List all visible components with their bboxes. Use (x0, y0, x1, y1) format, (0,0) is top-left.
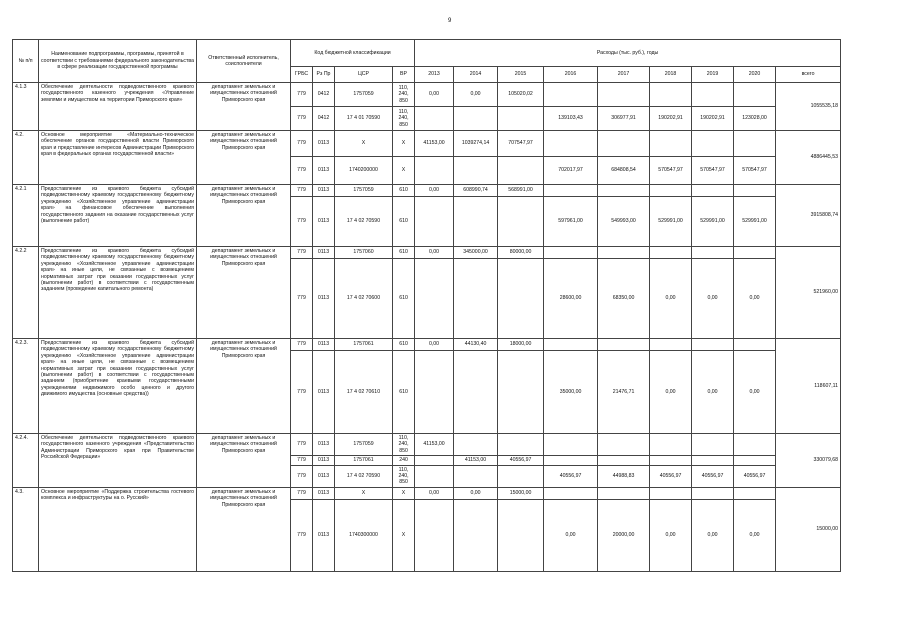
page-number: 9 (448, 18, 452, 24)
cell-csr: 1757059 (335, 434, 393, 456)
cell-2018: 0,00 (650, 351, 692, 434)
cell-2016 (544, 487, 598, 499)
cell-2016: 40556,97 (544, 465, 598, 487)
row-executor: департамент земельных и имущественных отношений Приморского края (197, 487, 291, 571)
cell-rzpr: 0113 (313, 499, 335, 571)
cell-2018 (650, 185, 692, 197)
cell-2018: 190202,91 (650, 107, 692, 131)
cell-2013 (415, 259, 454, 339)
cell-2014: 0,00 (454, 83, 498, 107)
cell-2013: 0,00 (415, 487, 454, 499)
cell-vr: X (393, 131, 415, 157)
header-budget-codes: Код бюджетной классификации (291, 40, 415, 67)
cell-2019: 0,00 (692, 259, 734, 339)
cell-2020 (734, 487, 776, 499)
header-vr: ВР (393, 67, 415, 83)
cell-2014: 608990,74 (454, 185, 498, 197)
cell-2015: 40556,97 (498, 456, 544, 465)
cell-rzpr: 0113 (313, 465, 335, 487)
cell-grbs: 779 (291, 247, 313, 259)
cell-2014 (454, 351, 498, 434)
cell-2017 (598, 339, 650, 351)
cell-2019: 570547,97 (692, 157, 734, 185)
cell-2013 (415, 465, 454, 487)
table-row (13, 247, 841, 259)
cell-2020 (734, 339, 776, 351)
cell-2016 (544, 456, 598, 465)
cell-2015 (498, 434, 544, 456)
cell-2019 (692, 339, 734, 351)
cell-2018 (650, 456, 692, 465)
cell-vr: 110, 240, 850 (393, 107, 415, 131)
cell-2018: 0,00 (650, 259, 692, 339)
cell-2018 (650, 434, 692, 456)
cell-2020: 0,00 (734, 259, 776, 339)
row-name: Обеспечение деятельности подведомственного краевого государственного казенного учреждения «Управление землями и имуществом на территории Приморского края» (39, 83, 197, 131)
cell-2019 (692, 131, 734, 157)
cell-2018: 40556,97 (650, 465, 692, 487)
row-name: Обеспечение деятельности подведомственного краевого государственного казенного учреждения «Представительство Администрации Приморского края при Правительстве Российской Федерации» (39, 434, 197, 488)
table-row (13, 131, 841, 157)
row-number: 4.2.4. (13, 434, 39, 488)
cell-2016: 35000,00 (544, 351, 598, 434)
cell-2013 (415, 197, 454, 247)
cell-2018: 529991,00 (650, 197, 692, 247)
cell-rzpr: 0113 (313, 131, 335, 157)
cell-2016: 702017,97 (544, 157, 598, 185)
cell-2016 (544, 131, 598, 157)
header-name: Наименование подпрограммы, программы, принятой в соответствии с требованиями федерального законодательства в сфере реализации государственной программы (39, 40, 197, 83)
header-num: № п/п (13, 40, 39, 83)
cell-vr: 610 (393, 197, 415, 247)
cell-2015: 80000,00 (498, 247, 544, 259)
row-number: 4.3. (13, 487, 39, 571)
table-row (13, 339, 841, 351)
cell-csr: 17 4 02 70590 (335, 465, 393, 487)
cell-rzpr: 0113 (313, 456, 335, 465)
cell-2018 (650, 247, 692, 259)
cell-2019 (692, 456, 734, 465)
cell-csr: 17 4 02 70590 (335, 197, 393, 247)
cell-csr: 1757061 (335, 339, 393, 351)
cell-2013: 41153,00 (415, 434, 454, 456)
cell-2014: 44130,40 (454, 339, 498, 351)
row-name: Предоставление из краевого бюджета субсидий подведомственному краевому государственному бюджетному учреждению «Хозяйственное управление администрации края» на иные цели, не связанные с возмещением нормативных затрат при оказании государственных услуг (выполнении работ) в соответствии с государственным заданием (приобретение краевыми государственными учреждениями недвижимого особо ценного и другого движимого имущества (основные средства)) (39, 339, 197, 434)
cell-vr: 610 (393, 351, 415, 434)
cell-grbs: 779 (291, 465, 313, 487)
cell-grbs: 779 (291, 259, 313, 339)
cell-2013 (415, 157, 454, 185)
cell-2020 (734, 131, 776, 157)
cell-rzpr: 0412 (313, 107, 335, 131)
row-total: 521960,00 (776, 247, 841, 339)
row-executor: департамент земельных и имущественных отношений Приморского края (197, 185, 291, 247)
cell-grbs: 779 (291, 351, 313, 434)
cell-2014 (454, 107, 498, 131)
cell-2015 (498, 157, 544, 185)
cell-rzpr: 0113 (313, 197, 335, 247)
cell-2019: 40556,97 (692, 465, 734, 487)
cell-2016: 139103,43 (544, 107, 598, 131)
cell-2017: 20000,00 (598, 499, 650, 571)
cell-2013 (415, 499, 454, 571)
header-grbs: ГРБС (291, 67, 313, 83)
cell-csr: 1757059 (335, 83, 393, 107)
header-csr: ЦСР (335, 67, 393, 83)
cell-2020 (734, 456, 776, 465)
cell-rzpr: 0113 (313, 185, 335, 197)
cell-2016: 28600,00 (544, 259, 598, 339)
cell-2020 (734, 185, 776, 197)
row-executor: департамент земельных и имущественных отношений Приморского края (197, 434, 291, 488)
cell-csr: X (335, 487, 393, 499)
cell-2019 (692, 487, 734, 499)
cell-2016 (544, 434, 598, 456)
cell-2016: 597961,00 (544, 197, 598, 247)
cell-2019 (692, 247, 734, 259)
cell-2020: 570547,97 (734, 157, 776, 185)
cell-vr: 610 (393, 259, 415, 339)
cell-rzpr: 0113 (313, 351, 335, 434)
header-executor: Ответственный исполнитель, соисполнители (197, 40, 291, 83)
cell-2019: 190202,91 (692, 107, 734, 131)
cell-2014: 1039274,14 (454, 131, 498, 157)
row-number: 4.2.1 (13, 185, 39, 247)
cell-2017 (598, 83, 650, 107)
cell-rzpr: 0113 (313, 434, 335, 456)
cell-2014 (454, 157, 498, 185)
cell-grbs: 779 (291, 434, 313, 456)
cell-csr: 17 4 01 70590 (335, 107, 393, 131)
cell-rzpr: 0412 (313, 83, 335, 107)
cell-2018 (650, 131, 692, 157)
row-total: 330079,68 (776, 434, 841, 488)
cell-2013: 0,00 (415, 83, 454, 107)
cell-rzpr: 0113 (313, 259, 335, 339)
cell-2014: 41153,00 (454, 456, 498, 465)
cell-2017 (598, 434, 650, 456)
cell-vr: 110, 240, 850 (393, 83, 415, 107)
row-name: Основное мероприятие «Поддержка строительства гостевого комплекса и инфраструктуры на о. Русский» (39, 487, 197, 571)
row-name: Предоставление из краевого бюджета субсидий подведомственному краевому государственному бюджетному учреждению «Хозяйственное управление администрации края» на иные цели, не связанные с возмещением нормативных затрат при оказании государственных услуг (выполнении работ) в соответствии с государственным заданием (проведение капитального ремонта) (39, 247, 197, 339)
cell-grbs: 779 (291, 499, 313, 571)
cell-2019 (692, 434, 734, 456)
cell-2016 (544, 339, 598, 351)
cell-2019: 0,00 (692, 351, 734, 434)
table-row (13, 83, 841, 107)
cell-2014: 345000,00 (454, 247, 498, 259)
cell-grbs: 779 (291, 339, 313, 351)
cell-2016: 0,00 (544, 499, 598, 571)
cell-2014 (454, 499, 498, 571)
cell-rzpr: 0113 (313, 339, 335, 351)
row-total: 3915808,74 (776, 185, 841, 247)
table-row (13, 185, 841, 197)
cell-vr: 610 (393, 339, 415, 351)
row-name: Предоставление из краевого бюджета субсидий подведомственному краевому государственному бюджетному учреждению «Хозяйственное управление администрации края» на финансовое обеспечение выполнения государственного задания на оказание государственных услуг (выполнение работ) (39, 185, 197, 247)
cell-2014: 0,00 (454, 487, 498, 499)
cell-vr: 240 (393, 456, 415, 465)
cell-2017: 684808,54 (598, 157, 650, 185)
row-name: Основное мероприятие «Материально-техническое обеспечение органов государственной власти Приморского края и представление интересов Администрации Приморского края в федеральных органах государственной власти» (39, 131, 197, 185)
cell-grbs: 779 (291, 456, 313, 465)
cell-vr: X (393, 487, 415, 499)
cell-2013: 0,00 (415, 185, 454, 197)
cell-2015: 105020,02 (498, 83, 544, 107)
cell-2017: 44988,83 (598, 465, 650, 487)
cell-2020: 123028,00 (734, 107, 776, 131)
cell-csr: 17 4 02 70600 (335, 259, 393, 339)
cell-vr: X (393, 499, 415, 571)
cell-csr: 1740200000 (335, 157, 393, 185)
cell-rzpr: 0113 (313, 157, 335, 185)
cell-2017: 549993,00 (598, 197, 650, 247)
cell-2013: 0,00 (415, 247, 454, 259)
header-expenses: Расходы (тыс. руб.), годы (415, 40, 841, 67)
cell-2017 (598, 185, 650, 197)
table-row (13, 434, 841, 456)
cell-csr: X (335, 131, 393, 157)
cell-2019: 529991,00 (692, 197, 734, 247)
cell-2015 (498, 259, 544, 339)
cell-vr: 110, 240, 850 (393, 465, 415, 487)
header-2013: 2013 (415, 67, 454, 83)
cell-2015: 15000,00 (498, 487, 544, 499)
cell-2014 (454, 197, 498, 247)
header-2019: 2019 (692, 67, 734, 83)
cell-2020 (734, 434, 776, 456)
cell-2019 (692, 83, 734, 107)
cell-vr: 610 (393, 247, 415, 259)
cell-2017: 306977,91 (598, 107, 650, 131)
cell-grbs: 779 (291, 487, 313, 499)
cell-2013: 0,00 (415, 339, 454, 351)
cell-2017 (598, 247, 650, 259)
header-rzpr: Рз Пр (313, 67, 335, 83)
cell-vr: X (393, 157, 415, 185)
cell-2015: 707547,97 (498, 131, 544, 157)
row-number: 4.2.2 (13, 247, 39, 339)
cell-2014 (454, 465, 498, 487)
cell-grbs: 779 (291, 157, 313, 185)
cell-2018 (650, 339, 692, 351)
cell-rzpr: 0113 (313, 247, 335, 259)
cell-2014 (454, 434, 498, 456)
cell-grbs: 779 (291, 131, 313, 157)
header-2016: 2016 (544, 67, 598, 83)
row-executor: департамент земельных и имущественных отношений Приморского края (197, 131, 291, 185)
row-total: 1055535,18 (776, 83, 841, 131)
row-executor: департамент земельных и имущественных отношений Приморского края (197, 83, 291, 131)
cell-2017: 21476,71 (598, 351, 650, 434)
cell-2018 (650, 487, 692, 499)
cell-2018: 0,00 (650, 499, 692, 571)
header-2014: 2014 (454, 67, 498, 83)
cell-2018 (650, 83, 692, 107)
row-number: 4.2.3. (13, 339, 39, 434)
row-number: 4.2. (13, 131, 39, 185)
header-2017: 2017 (598, 67, 650, 83)
table-row (13, 487, 841, 499)
cell-2020: 529991,00 (734, 197, 776, 247)
header-2020: 2020 (734, 67, 776, 83)
row-total: 15000,00 (776, 487, 841, 571)
budget-table (12, 39, 841, 572)
cell-2019 (692, 185, 734, 197)
cell-2020 (734, 247, 776, 259)
row-total: 118607,11 (776, 339, 841, 434)
cell-2013 (415, 107, 454, 131)
header-2018: 2018 (650, 67, 692, 83)
cell-2018: 570547,97 (650, 157, 692, 185)
header-total: всего (776, 67, 841, 83)
cell-2015 (498, 107, 544, 131)
cell-2013: 41153,00 (415, 131, 454, 157)
cell-vr: 110, 240, 850 (393, 434, 415, 456)
cell-2017 (598, 131, 650, 157)
cell-csr: 17 4 02 70610 (335, 351, 393, 434)
cell-2015 (498, 197, 544, 247)
cell-grbs: 779 (291, 197, 313, 247)
cell-2015: 18000,00 (498, 339, 544, 351)
cell-grbs: 779 (291, 83, 313, 107)
cell-grbs: 779 (291, 185, 313, 197)
cell-2014 (454, 259, 498, 339)
cell-csr: 1757059 (335, 185, 393, 197)
cell-2017 (598, 487, 650, 499)
cell-2015 (498, 465, 544, 487)
cell-2020: 0,00 (734, 499, 776, 571)
cell-2013 (415, 351, 454, 434)
cell-2020: 0,00 (734, 351, 776, 434)
cell-csr: 1757061 (335, 456, 393, 465)
row-number: 4.1.3 (13, 83, 39, 131)
row-total: 4886445,53 (776, 131, 841, 185)
cell-2015: 568991,00 (498, 185, 544, 197)
header-2015: 2015 (498, 67, 544, 83)
cell-2016 (544, 247, 598, 259)
cell-rzpr: 0113 (313, 487, 335, 499)
row-executor: департамент земельных и имущественных отношений Приморского края (197, 247, 291, 339)
row-executor: департамент земельных и имущественных отношений Приморского края (197, 339, 291, 434)
cell-2013 (415, 456, 454, 465)
cell-2016 (544, 185, 598, 197)
cell-grbs: 779 (291, 107, 313, 131)
cell-2017 (598, 456, 650, 465)
cell-2016 (544, 83, 598, 107)
cell-vr: 610 (393, 185, 415, 197)
cell-2020 (734, 83, 776, 107)
cell-2020: 40556,97 (734, 465, 776, 487)
cell-2019: 0,00 (692, 499, 734, 571)
cell-2015 (498, 351, 544, 434)
cell-2017: 68350,00 (598, 259, 650, 339)
cell-csr: 1757060 (335, 247, 393, 259)
cell-csr: 1740300000 (335, 499, 393, 571)
cell-2015 (498, 499, 544, 571)
